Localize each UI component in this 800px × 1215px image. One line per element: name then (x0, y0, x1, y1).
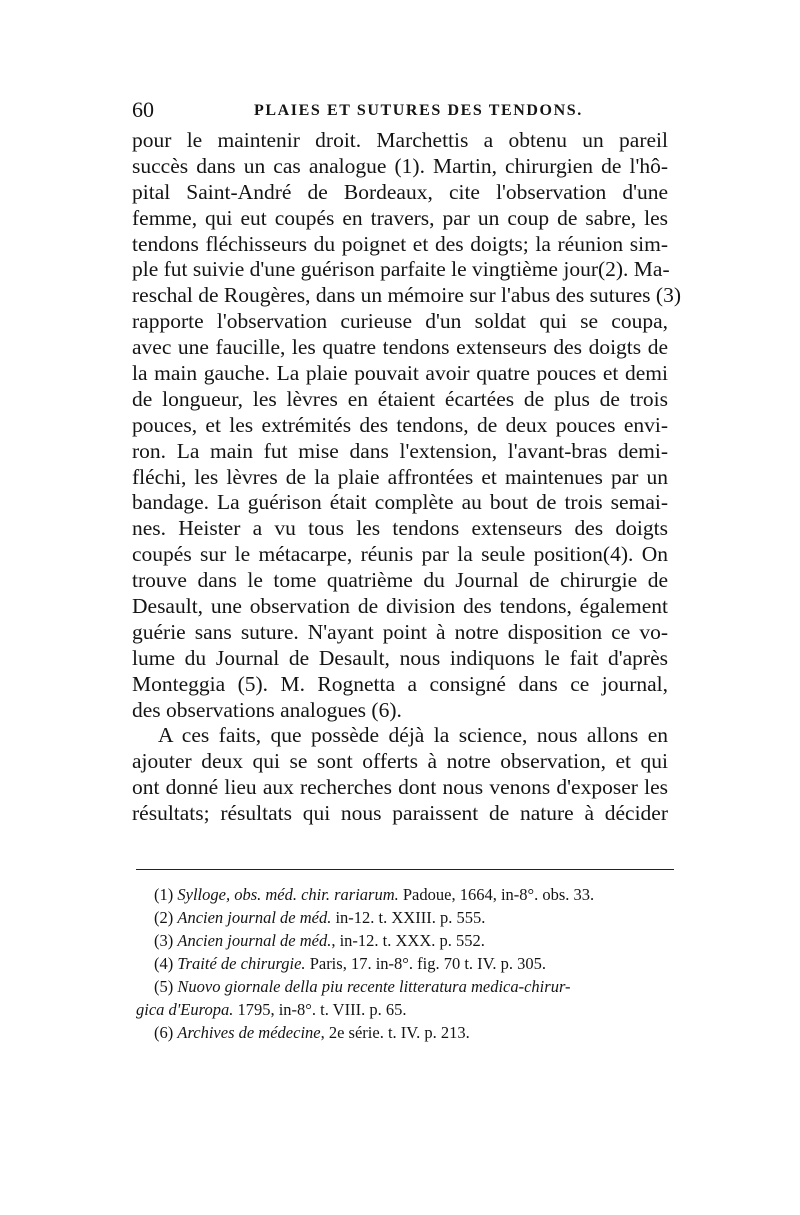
footnotes (136, 883, 672, 1044)
footnote-details: 1795, in-8°. t. VIII. p. 65. (233, 1000, 407, 1019)
text-line: ajouter deux qui se sont offerts à notre observation, et qui (132, 749, 668, 774)
footnote-details: , in-12. t. XXX. p. 552. (331, 931, 485, 950)
page-header (132, 96, 672, 124)
footnote-number: (6) (154, 1023, 174, 1042)
text-line: la main gauche. La plaie pouvait avoir quatre pouces et demi (132, 361, 668, 386)
text-line: pour le maintenir droit. Marchettis a obtenu un pareil (132, 128, 668, 152)
text-line: succès dans un cas analogue (1). Martin, chirurgien de l'hô- (132, 153, 668, 178)
footnote-number: (5) (154, 977, 174, 996)
body-text (132, 128, 681, 827)
footnote-title: gica d'Europa. (136, 1000, 234, 1019)
footnote-title: Ancien journal de méd. (177, 908, 332, 927)
text-line: ron. La main fut mise dans l'extension, l'avant-bras demi- (132, 438, 668, 463)
footnote (154, 929, 672, 952)
footnote (154, 1021, 672, 1044)
footnote-details: in-12. t. XXIII. p. 555. (331, 908, 486, 927)
text-line: reschal de Rougères, dans un mémoire sur l'abus des sutures (3) (132, 283, 681, 308)
text-line: Desault, une observation de division des tendons, également (132, 594, 668, 619)
footnote-rule (136, 869, 674, 870)
footnote-details: , 2e série. t. IV. p. 213. (320, 1023, 470, 1042)
footnote-continuation (136, 998, 672, 1021)
text-line: pital Saint-André de Bordeaux, cite l'observation d'une (132, 179, 668, 204)
footnote-number: (3) (154, 931, 174, 950)
text-line: de longueur, les lèvres en étaient écartées de plus de trois (132, 386, 668, 411)
text-line: nes. Heister a vu tous les tendons extenseurs des doigts (132, 516, 668, 541)
page-number: 60 (132, 97, 154, 122)
footnote-number: (1) (154, 885, 174, 904)
text-line: tendons fléchisseurs du poignet et des doigts; la réunion sim- (132, 231, 668, 256)
text-line: des observations analogues (6). (132, 697, 402, 722)
text-line: guérie sans suture. N'ayant point à notre disposition ce vo- (132, 619, 668, 644)
footnote-title: Sylloge, obs. méd. chir. rariarum. (177, 885, 399, 904)
text-line: trouve dans le tome quatrième du Journal de chirurgie de (132, 568, 668, 593)
text-line: ont donné lieu aux recherches dont nous venons d'exposer les (132, 775, 668, 800)
text-line: rapporte l'observation curieuse d'un soldat qui se coupa, (132, 309, 668, 334)
footnote (154, 975, 672, 998)
footnote-title: Nuovo giornale della piu recente litteratura medica-chirur- (177, 977, 571, 996)
running-title: PLAIES ET SUTURES DES TENDONS. (254, 102, 583, 119)
footnote-title: Traité de chirurgie. (177, 954, 306, 973)
footnote (154, 883, 672, 906)
text-line: lume du Journal de Desault, nous indiquons le fait d'après (132, 645, 668, 670)
text-line: ple fut suivie d'une guérison parfaite le vingtième jour(2). Ma- (132, 257, 670, 282)
text-line: coupés sur le métacarpe, réunis par la seule position(4). On (132, 542, 668, 567)
footnote-details: Padoue, 1664, in-8°. obs. 33. (398, 885, 595, 904)
text-line: femme, qui eut coupés en travers, par un coup de sabre, les (132, 205, 668, 230)
footnote-number: (2) (154, 908, 174, 927)
text-line: A ces faits, que possède déjà la science, nous allons en (158, 723, 668, 748)
text-line: Monteggia (5). M. Rognetta a consigné dans ce journal, (132, 671, 668, 696)
footnote-details: Paris, 17. in-8°. fig. 70 t. IV. p. 305. (305, 954, 547, 973)
footnote-number: (4) (154, 954, 174, 973)
footnote-title: Archives de médecine (177, 1023, 321, 1042)
text-line: avec une faucille, les quatre tendons extenseurs des doigts de (132, 335, 668, 360)
footnote-title: Ancien journal de méd. (177, 931, 332, 950)
text-line: bandage. La guérison était complète au bout de trois semai- (132, 490, 668, 515)
footnote (154, 952, 672, 975)
footnote (154, 906, 672, 929)
text-line: résultats; résultats qui nous paraissent de nature à décider (132, 801, 668, 826)
text-line: fléchi, les lèvres de la plaie affrontées et maintenues par un (132, 464, 668, 489)
text-line: pouces, et les extrémités des tendons, de deux pouces envi- (132, 412, 668, 437)
